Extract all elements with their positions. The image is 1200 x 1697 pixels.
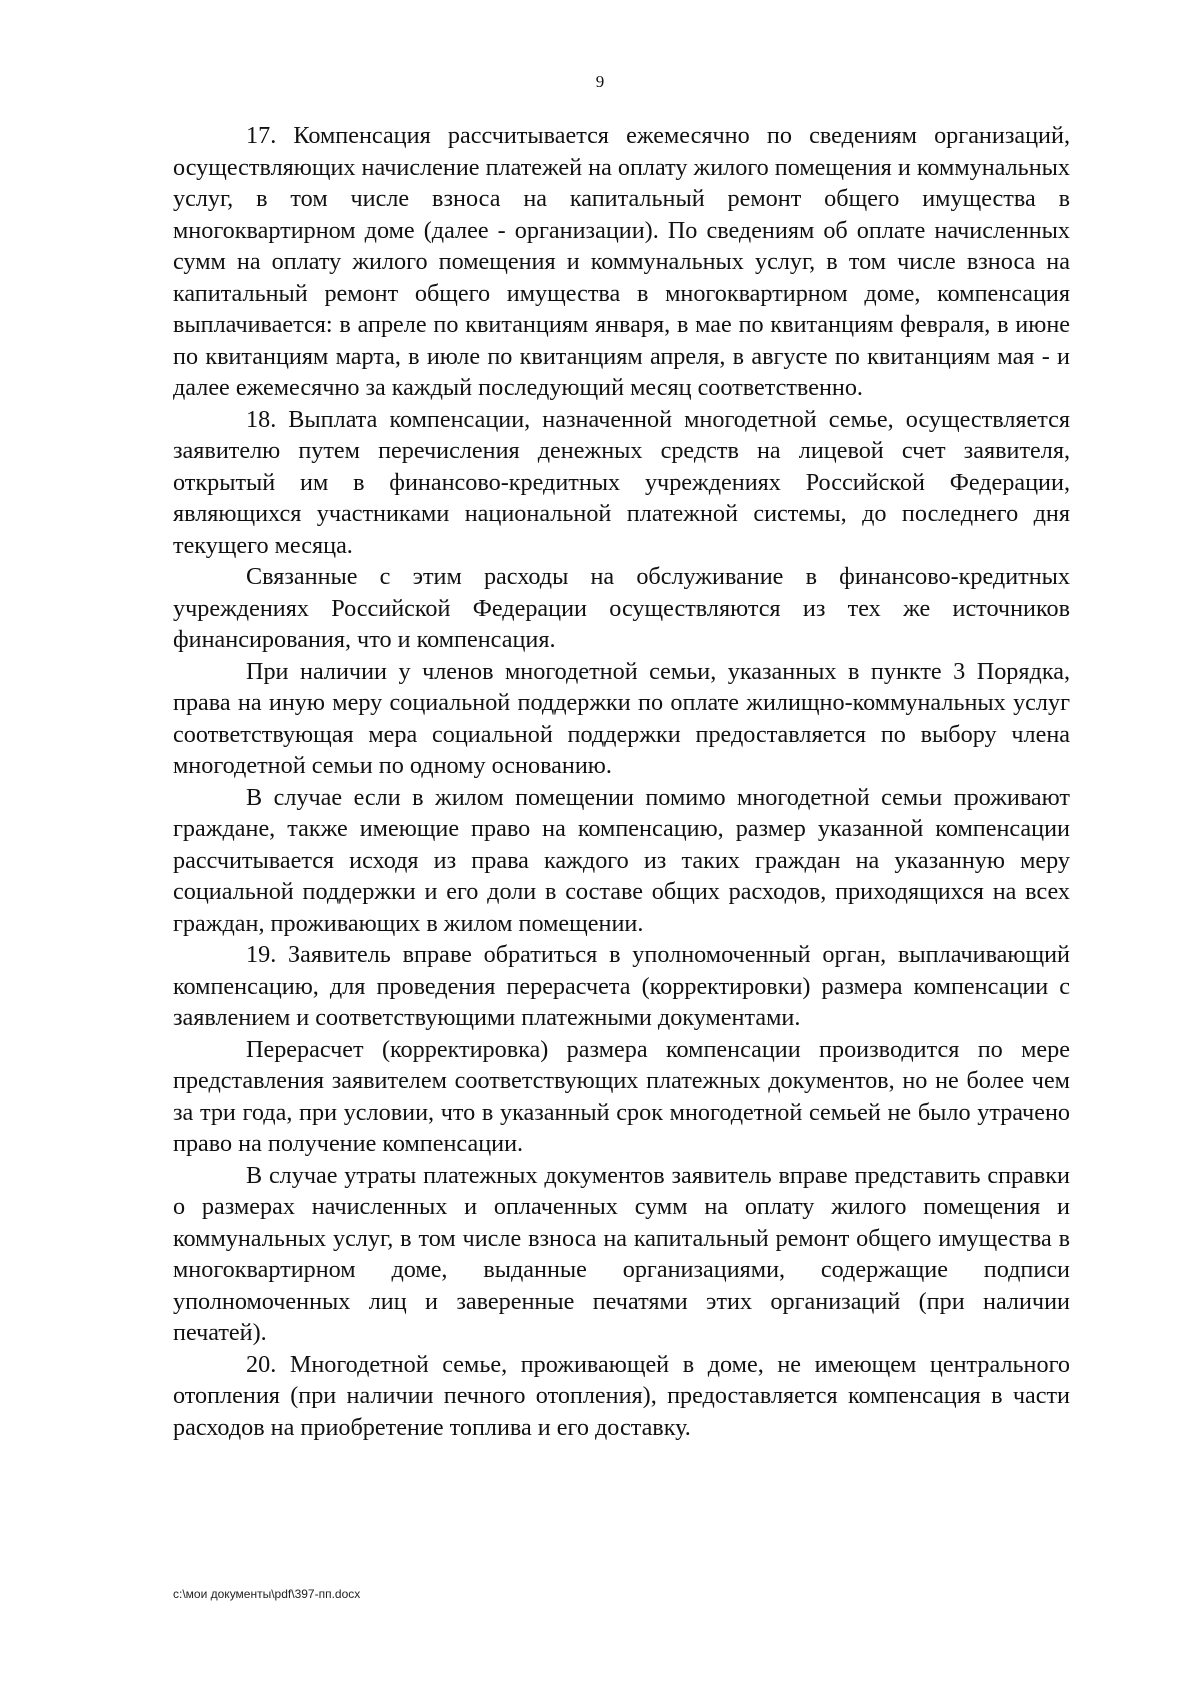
page-number: 9 bbox=[595, 72, 605, 91]
footer-file-path: c:\мои документы\pdf\397-пп.docx bbox=[173, 1587, 361, 1601]
document-body bbox=[173, 120, 1070, 1443]
paragraph-18: 18. Выплата компенсации, назначенной многодетной семье, осуществляется заявителю путем перечисления денежных средств на лицевой счет заявителя, открытый им в финансово-кредитных учреждениях Российской Федерации, являющихся участниками национальной платежной системы, до последнего дня текущего месяца. bbox=[173, 405, 1070, 559]
paragraph-19: 19. Заявитель вправе обратиться в уполномоченный орган, выплачивающий компенсацию, для проведения перерасчета (корректировки) размера компенсации с заявлением и соответствующими платежными документами. bbox=[173, 941, 1070, 1031]
paragraph-18-other-support: При наличии у членов многодетной семьи, указанных в пункте 3 Порядка, права на иную меру социальной поддержки по оплате жилищно-коммунальных услуг соответствующая мера социальной поддержки предоставляется по выбору члена многодетной семьи по одному основанию. bbox=[173, 657, 1070, 779]
paragraph-18-expenses: Связанные с этим расходы на обслуживание в финансово-кредитных учреждениях Российской Федерации осуществляются из тех же источников финансирования, что и компенсация. bbox=[173, 563, 1070, 653]
paragraph-19-lost-documents: В случае утраты платежных документов заявитель вправе представить справки о размерах начисленных и оплаченных сумм на оплату жилого помещения и коммунальных услуг, в том числе взноса на капитальный ремонт общего имущества в многоквартирном доме, выданные организациями, содержащие подписи уполномоченных лиц и заверенные печатями этих организаций (при наличии печатей). bbox=[173, 1161, 1070, 1346]
paragraph-17: 17. Компенсация рассчитывается ежемесячно по сведениям организаций, осуществляющих начисление платежей на оплату жилого помещения и коммунальных услуг, в том числе взноса на капитальный ремонт общего имущества в многоквартирном доме (далее - организации). По сведениям об оплате начисленных сумм на оплату жилого помещения и коммунальных услуг, в том числе взноса на капитальный ремонт общего имущества в многоквартирном доме, компенсация выплачивается: в апреле по квитанциям января, в мае по квитанциям февраля, в июне по квитанциям марта, в июле по квитанциям апреля, в августе по квитанциям мая - и далее ежемесячно за каждый последующий месяц соответственно. bbox=[173, 122, 1070, 401]
paragraph-20: 20. Многодетной семье, проживающей в доме, не имеющем центрального отопления (при наличии печного отопления), предоставляется компенсация в части расходов на приобретение топлива и его доставку. bbox=[173, 1350, 1070, 1441]
paragraph-18-other-citizens: В случае если в жилом помещении помимо многодетной семьи проживают граждане, также имеющие право на компенсацию, размер указанной компенсации рассчитывается исходя из права каждого из таких граждан на указанную меру социальной поддержки и его доли в составе общих расходов, приходящихся на всех граждан, проживающих в жилом помещении. bbox=[173, 783, 1070, 937]
paragraph-19-recalculation: Перерасчет (корректировка) размера компенсации производится по мере представления заявителем соответствующих платежных документов, но не более чем за три года, при условии, что в указанный срок многодетной семьей не было утрачено право на получение компенсации. bbox=[173, 1035, 1070, 1157]
